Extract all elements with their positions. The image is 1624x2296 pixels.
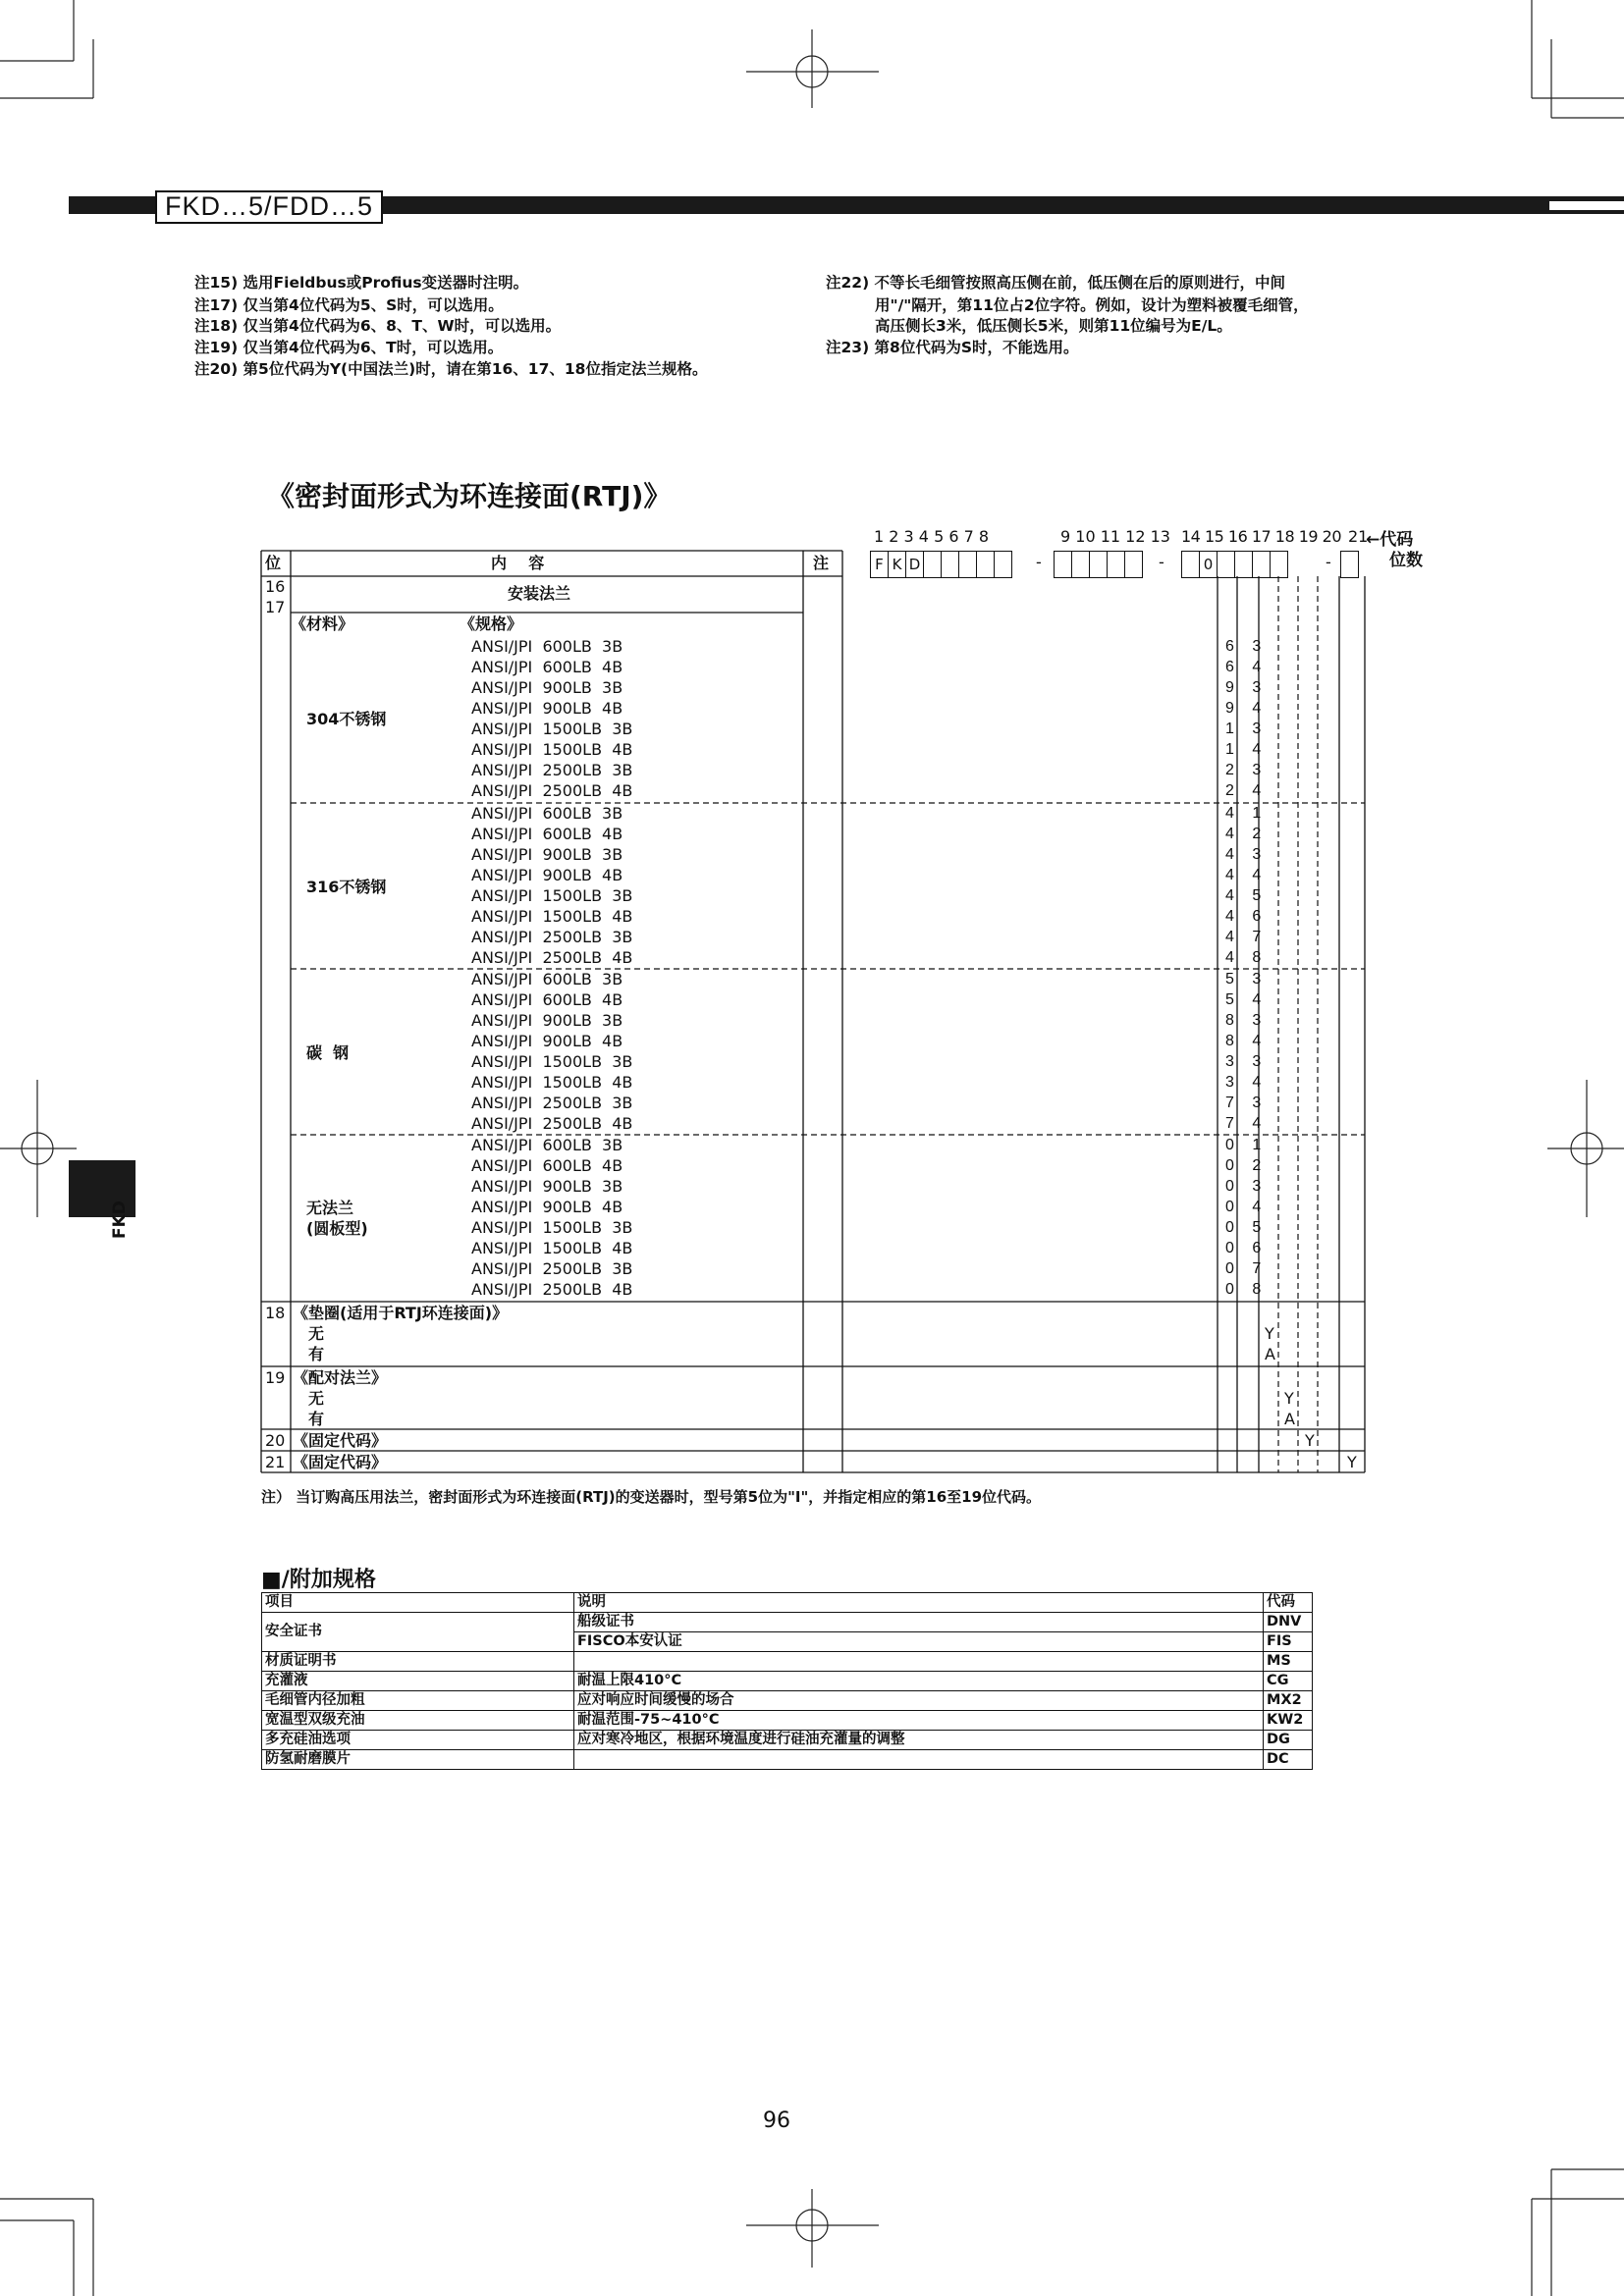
- col-header-position: 位: [265, 554, 282, 572]
- table-header-row: [262, 1593, 1313, 1613]
- description-cell: 应对寒冷地区，根据环境温度进行硅油充灌量的调整: [574, 1731, 1264, 1750]
- table-row: [262, 1731, 1313, 1750]
- note-22-line2: 用"/"隔开，第11位占2位字符。例如，设计为塑料被覆毛细管，: [875, 296, 1309, 314]
- note-17: 注17) 仅当第4位代码为5、S时，可以选用。: [194, 296, 504, 314]
- row-position-21: 21: [265, 1453, 286, 1471]
- gasket-title: 《垫圈(适用于RTJ环连接面)》: [293, 1304, 509, 1322]
- table-row: [262, 1672, 1313, 1691]
- mating-flange-option-yes: 有: [308, 1410, 325, 1428]
- spec-row: ANSI/JPI 2500LB 3B: [471, 1259, 633, 1278]
- spec-row: ANSI/JPI 2500LB 3B: [471, 928, 633, 946]
- code-value: 4 4: [1225, 867, 1269, 883]
- header-item: 项目: [262, 1593, 574, 1613]
- code-value: 2 4: [1225, 782, 1269, 799]
- spec-row: ANSI/JPI 900LB 3B: [471, 1177, 623, 1196]
- item-cell: 多充硅油选项: [262, 1731, 574, 1750]
- code-cell: CG: [1264, 1672, 1313, 1691]
- code-digits-count-label: 位数: [1389, 551, 1423, 570]
- table-row: [262, 1613, 1313, 1632]
- code-value: 9 3: [1225, 679, 1269, 696]
- spec-row: ANSI/JPI 900LB 3B: [471, 678, 623, 697]
- spec-row: ANSI/JPI 900LB 4B: [471, 866, 623, 884]
- spec-row: ANSI/JPI 2500LB 3B: [471, 1094, 633, 1112]
- code-value: 9 4: [1225, 700, 1269, 717]
- spec-row: ANSI/JPI 2500LB 4B: [471, 948, 633, 967]
- description-cell: FISCO本安认证: [574, 1632, 1264, 1652]
- code-value: 8 3: [1225, 1012, 1269, 1029]
- description-cell: [574, 1750, 1264, 1770]
- spec-row: ANSI/JPI 1500LB 4B: [471, 1239, 633, 1257]
- spec-row: ANSI/JPI 600LB 4B: [471, 1156, 623, 1175]
- code-value: 0 7: [1225, 1260, 1269, 1277]
- row-position-16: 16: [265, 577, 286, 596]
- fixed-code-20-value: Y: [1305, 1431, 1315, 1450]
- note-18: 注18) 仅当第4位代码为6、8、T、W时，可以选用。: [194, 317, 562, 335]
- table-row: [262, 1711, 1313, 1731]
- spec-row: ANSI/JPI 900LB 4B: [471, 1198, 623, 1216]
- spec-row: ANSI/JPI 600LB 4B: [471, 990, 623, 1009]
- code-value: 3 3: [1225, 1053, 1269, 1070]
- item-cell: 宽温型双级充油: [262, 1711, 574, 1731]
- item-cell: 安全证书: [262, 1613, 574, 1652]
- header-description: 说明: [574, 1593, 1264, 1613]
- item-cell: 材质证明书: [262, 1652, 574, 1672]
- code-value: 2 3: [1225, 762, 1269, 778]
- spec-row: ANSI/JPI 600LB 4B: [471, 658, 623, 676]
- table-row: [262, 1750, 1313, 1770]
- table-footnote: 注） 当订购高压用法兰，密封面形式为环连接面(RTJ)的变送器时，型号第5位为"I"，并指定相应的第16至19位代码。: [261, 1488, 1042, 1506]
- code-digits-1-8: 1 2 3 4 5 6 7 8: [874, 527, 990, 546]
- material-header: 《材料》: [291, 614, 354, 633]
- flange-label: 安装法兰: [508, 584, 571, 603]
- code-dash: -: [1326, 553, 1331, 571]
- description-cell: 应对响应时间缓慢的场合: [574, 1691, 1264, 1711]
- code-value: 7 4: [1225, 1115, 1269, 1132]
- note-22-line3: 高压侧长3米，低压侧长5米，则第11位编号为E/L。: [875, 317, 1232, 335]
- col-header-note: 注: [813, 554, 830, 572]
- mating-flange-code-yes: A: [1284, 1410, 1295, 1428]
- table-row: [262, 1652, 1313, 1672]
- spec-row: ANSI/JPI 600LB 3B: [471, 804, 623, 823]
- additional-spec-table: [261, 1592, 1313, 1770]
- code-dash: -: [1036, 553, 1042, 571]
- spec-row: ANSI/JPI 900LB 4B: [471, 1032, 623, 1050]
- code-value: 0 8: [1225, 1281, 1269, 1298]
- item-cell: 防氢耐磨膜片: [262, 1750, 574, 1770]
- section-title: 《密封面形式为环连接面(RTJ)》: [267, 480, 672, 512]
- code-value: 4 2: [1225, 826, 1269, 842]
- code-value: 1 3: [1225, 721, 1269, 737]
- item-cell: 充灌液: [262, 1672, 574, 1691]
- gasket-option-yes: 有: [308, 1345, 325, 1363]
- row-position-17: 17: [265, 598, 286, 616]
- code-value: 0 6: [1225, 1240, 1269, 1256]
- row-position-19: 19: [265, 1368, 286, 1387]
- code-cell: KW2: [1264, 1711, 1313, 1731]
- item-cell: 毛细管内径加粗: [262, 1691, 574, 1711]
- code-value: 0 5: [1225, 1219, 1269, 1236]
- code-cell: MX2: [1264, 1691, 1313, 1711]
- material-316: 316不锈钢: [306, 878, 387, 896]
- note-20: 注20) 第5位代码为Y(中国法兰)时，请在第16、17、18位指定法兰规格。: [194, 360, 708, 378]
- spec-row: ANSI/JPI 2500LB 4B: [471, 1280, 633, 1299]
- code-box: 0: [1200, 552, 1218, 577]
- material-carbon-steel: 碳 钢: [306, 1043, 350, 1062]
- gasket-code-yes: A: [1265, 1345, 1275, 1363]
- fixed-code-21-title: 《固定代码》: [293, 1453, 388, 1471]
- code-value: 5 4: [1225, 991, 1269, 1008]
- spec-row: ANSI/JPI 1500LB 3B: [471, 886, 633, 905]
- code-value: 6 4: [1225, 659, 1269, 675]
- spec-row: ANSI/JPI 600LB 4B: [471, 825, 623, 843]
- code-value: 8 4: [1225, 1033, 1269, 1049]
- code-value: 7 3: [1225, 1095, 1269, 1111]
- header-title: FKD…5/FDD…5: [155, 190, 383, 224]
- code-value: 4 3: [1225, 846, 1269, 863]
- description-cell: [574, 1652, 1264, 1672]
- description-cell: 耐温范围-75~410°C: [574, 1711, 1264, 1731]
- code-box: D: [906, 552, 924, 577]
- spec-row: ANSI/JPI 1500LB 3B: [471, 720, 633, 738]
- spec-header: 《规格》: [460, 614, 523, 633]
- code-dash: -: [1159, 553, 1164, 571]
- code-value: 0 3: [1225, 1178, 1269, 1195]
- note-22-line1: 注22) 不等长毛细管按照高压侧在前，低压侧在后的原则进行，中间: [826, 274, 1286, 292]
- table-row: [262, 1691, 1313, 1711]
- spec-row: ANSI/JPI 900LB 3B: [471, 845, 623, 864]
- page-number: 96: [763, 2109, 790, 2133]
- fixed-code-21-value: Y: [1347, 1453, 1357, 1471]
- code-digits-9-13: 9 10 11 12 13: [1060, 527, 1170, 546]
- spec-row: ANSI/JPI 2500LB 3B: [471, 761, 633, 779]
- spec-row: ANSI/JPI 900LB 4B: [471, 699, 623, 718]
- description-cell: 耐温上限410°C: [574, 1672, 1264, 1691]
- additional-spec-title: ■/附加规格: [261, 1568, 376, 1592]
- spec-row: ANSI/JPI 900LB 3B: [471, 1011, 623, 1030]
- description-cell: 船级证书: [574, 1613, 1264, 1632]
- code-value: 4 1: [1225, 805, 1269, 822]
- code-value: 4 6: [1225, 908, 1269, 925]
- row-position-18: 18: [265, 1304, 286, 1322]
- material-no-flange: 无法兰: [306, 1199, 354, 1217]
- spec-row: ANSI/JPI 600LB 3B: [471, 1136, 623, 1154]
- side-tab-label: FKD: [110, 1201, 130, 1239]
- col-header-content: 内 容: [491, 554, 545, 572]
- code-cell: FIS: [1264, 1632, 1313, 1652]
- spec-row: ANSI/JPI 2500LB 4B: [471, 781, 633, 800]
- code-cell: DNV: [1264, 1613, 1313, 1632]
- code-value: 6 3: [1225, 638, 1269, 655]
- spec-row: ANSI/JPI 2500LB 4B: [471, 1114, 633, 1133]
- code-value: 0 1: [1225, 1137, 1269, 1153]
- spec-row: ANSI/JPI 1500LB 4B: [471, 1073, 633, 1092]
- material-no-flange-sub: (圆板型): [306, 1219, 368, 1238]
- note-23: 注23) 第8位代码为S时，不能选用。: [826, 339, 1079, 356]
- code-digits-14-20: 14 15 16 17 18 19 20: [1181, 527, 1342, 546]
- spec-row: ANSI/JPI 1500LB 4B: [471, 907, 633, 926]
- mating-flange-title: 《配对法兰》: [293, 1368, 388, 1387]
- gasket-code-none: Y: [1265, 1324, 1274, 1343]
- code-value: 0 4: [1225, 1199, 1269, 1215]
- code-arrow-label: ←代码: [1366, 530, 1414, 550]
- code-value: 1 4: [1225, 741, 1269, 758]
- spec-row: ANSI/JPI 1500LB 3B: [471, 1052, 633, 1071]
- code-value: 4 8: [1225, 949, 1269, 966]
- code-value: 3 4: [1225, 1074, 1269, 1091]
- spec-row: ANSI/JPI 1500LB 4B: [471, 740, 633, 759]
- note-19: 注19) 仅当第4位代码为6、T时，可以选用。: [194, 339, 504, 356]
- mating-flange-option-none: 无: [308, 1389, 325, 1408]
- spec-row: ANSI/JPI 600LB 3B: [471, 637, 623, 656]
- code-digits-21: 21: [1348, 527, 1369, 546]
- code-value: 0 2: [1225, 1157, 1269, 1174]
- code-cell: DC: [1264, 1750, 1313, 1770]
- gasket-option-none: 无: [308, 1324, 325, 1343]
- header-code: 代码: [1264, 1593, 1313, 1613]
- code-value: 4 7: [1225, 929, 1269, 945]
- mating-flange-code-none: Y: [1284, 1389, 1294, 1408]
- code-box: K: [889, 552, 906, 577]
- spec-row: ANSI/JPI 600LB 3B: [471, 970, 623, 988]
- fixed-code-20-title: 《固定代码》: [293, 1431, 388, 1450]
- code-value: 4 5: [1225, 887, 1269, 904]
- code-cell: MS: [1264, 1652, 1313, 1672]
- code-value: 5 3: [1225, 971, 1269, 988]
- row-position-20: 20: [265, 1431, 286, 1450]
- note-15: 注15) 选用Fieldbus或Profius变送器时注明。: [194, 274, 529, 292]
- code-cell: DG: [1264, 1731, 1313, 1750]
- spec-row: ANSI/JPI 1500LB 3B: [471, 1218, 633, 1237]
- code-box: F: [871, 552, 889, 577]
- material-304: 304不锈钢: [306, 710, 387, 728]
